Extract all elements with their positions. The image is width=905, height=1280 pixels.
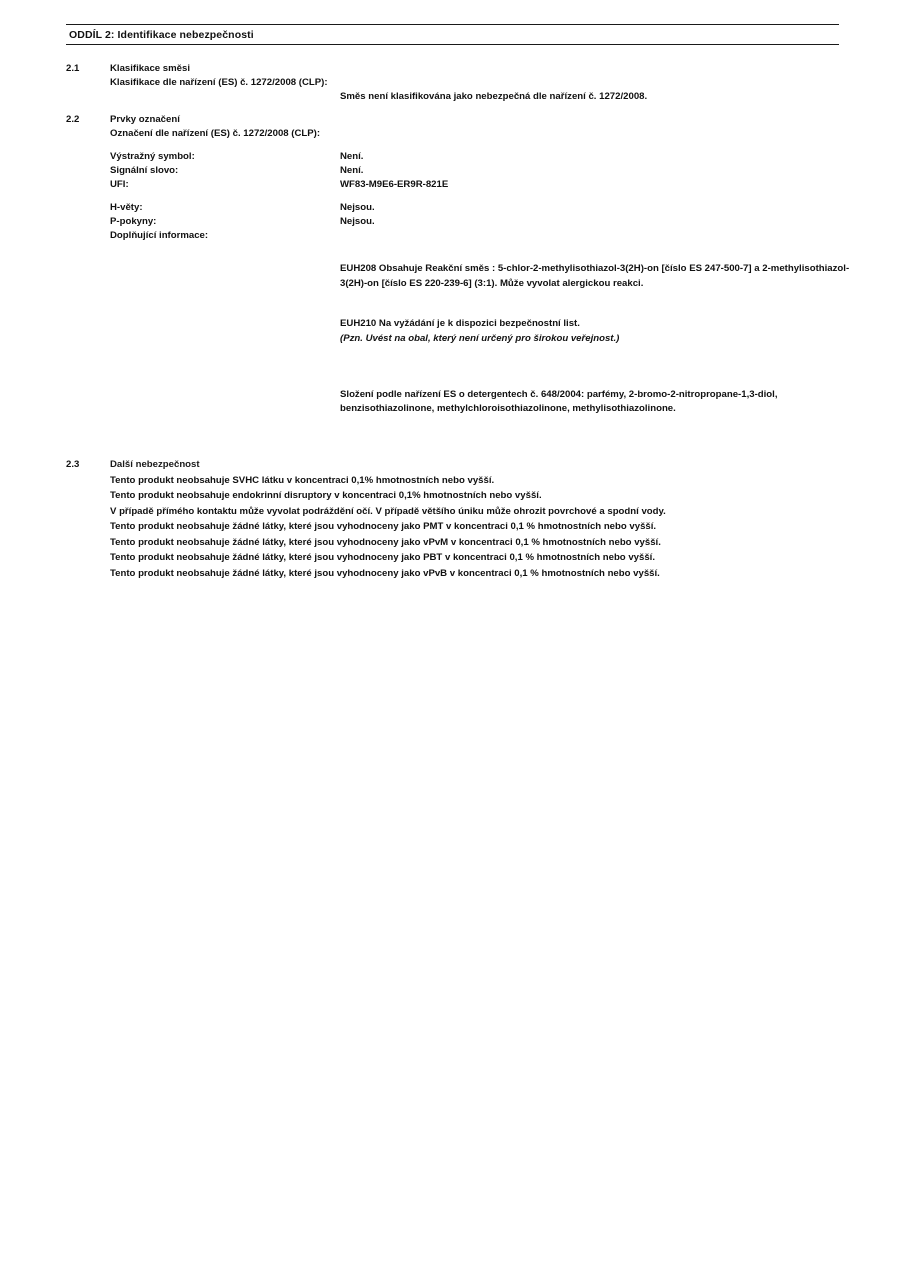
label-hazard-symbol: Výstražný symbol:	[110, 151, 195, 163]
subsection-2-1-heading	[66, 62, 856, 76]
subsection-2-3	[66, 459, 856, 582]
section-header-title: ODDÍL 2: Identifikace nebezpečnosti	[69, 29, 254, 41]
label-additional-info: Doplňující informace:	[110, 229, 209, 241]
section-header	[66, 24, 839, 45]
label-row-ufi	[66, 178, 856, 192]
value-ufi: WF83-M9E6-ER9R-821E	[340, 178, 449, 190]
hazard-line: Tento produkt neobsahuje žádné látky, které jsou vyhodnoceny jako vPvB v koncentraci 0,1 % hmotnostních nebo vyšší.	[110, 567, 660, 579]
subsection-2-1-subtitle-row	[66, 76, 856, 90]
subsection-2-1-title: Klasifikace směsi	[110, 63, 191, 74]
label-h-statements: H-věty:	[110, 201, 143, 213]
subsection-2-3-title: Další nebezpečnost	[110, 458, 200, 470]
subsection-2-2-title: Prvky označení	[110, 114, 180, 126]
label-row-h-statements	[66, 201, 856, 215]
hazard-line: Tento produkt neobsahuje žádné látky, které jsou vyhodnoceny jako PBT v koncentraci 0,1 % hmotnostních nebo vyšší.	[110, 552, 656, 564]
label-signal-word: Signální slovo:	[110, 164, 179, 176]
value-p-statements: Nejsou.	[340, 215, 375, 227]
subsection-2-2	[66, 113, 856, 417]
hazard-line: V případě přímého kontaktu může vyvolat podráždění očí. V případě většího úniku může ohrozit povrchové a spodní vody.	[110, 505, 666, 517]
label-ufi: UFI:	[110, 178, 129, 190]
value-signal-word: Není.	[340, 164, 364, 176]
label-row-additional-info	[66, 229, 856, 243]
hazard-line: Tento produkt neobsahuje SVHC látku v koncentraci 0,1% hmotnostních nebo vyšší.	[110, 474, 495, 486]
label-row-p-statements	[66, 215, 856, 229]
label-row-hazard-symbol	[66, 150, 856, 164]
subsection-2-1-statement: Směs není klasifikována jako nebezpečná dle nařízení č. 1272/2008.	[340, 90, 648, 102]
document-content	[66, 62, 856, 582]
subsection-2-3-heading	[66, 459, 856, 470]
euh208-text: EUH208 Obsahuje Reakční směs : 5-chlor-2-methylisothiazol-3(2H)-on [číslo ES 247-500-7] a 2-methylisothiazol-3(2H)-on [číslo ES 220-239-6] (3:1). Může vyvolat alergickou reakci.	[340, 263, 850, 289]
label-row-signal-word	[66, 164, 856, 178]
euh210-text: EUH210 Na vyžádání je k dispozici bezpečnostní list.	[340, 318, 580, 330]
subsection-2-2-subtitle-row	[66, 127, 856, 141]
label-p-statements: P-pokyny:	[110, 215, 157, 227]
subsection-2-2-heading	[66, 113, 856, 127]
subsection-2-2-number: 2.2	[66, 114, 80, 126]
value-hazard-symbol: Není.	[340, 151, 364, 163]
subsection-2-2-subtitle: Označení dle nařízení (ES) č. 1272/2008 (CLP):	[110, 128, 321, 140]
subsection-2-1-number: 2.1	[66, 63, 80, 74]
subsection-2-1	[66, 62, 856, 104]
value-h-statements: Nejsou.	[340, 201, 375, 213]
subsection-2-3-number: 2.3	[66, 458, 80, 470]
subsection-2-3-lines	[110, 473, 830, 582]
subsection-2-1-subtitle: Klasifikace dle nařízení (ES) č. 1272/2008 (CLP):	[110, 76, 328, 88]
hazard-line: Tento produkt neobsahuje žádné látky, které jsou vyhodnoceny jako vPvM v koncentraci 0,1 % hmotnostních nebo vyšší.	[110, 536, 661, 548]
hazard-line: Tento produkt neobsahuje žádné látky, které jsou vyhodnoceny jako PMT v koncentraci 0,1 % hmotnostních nebo vyšší.	[110, 521, 657, 533]
euh210-note: (Pzn. Uvést na obal, který není určený pro širokou veřejnost.)	[340, 332, 620, 344]
detergent-composition-text: Složení podle nařízení ES o detergentech č. 648/2004: parfémy, 2-bromo-2-nitropropane-1,3-diol, benzisothiazolinone, methylchloroisothiazolinone, methylisothiazolinone.	[340, 389, 778, 415]
hazard-line: Tento produkt neobsahuje endokrinní disruptory v koncentraci 0,1% hmotnostních nebo vyšší.	[110, 490, 542, 502]
